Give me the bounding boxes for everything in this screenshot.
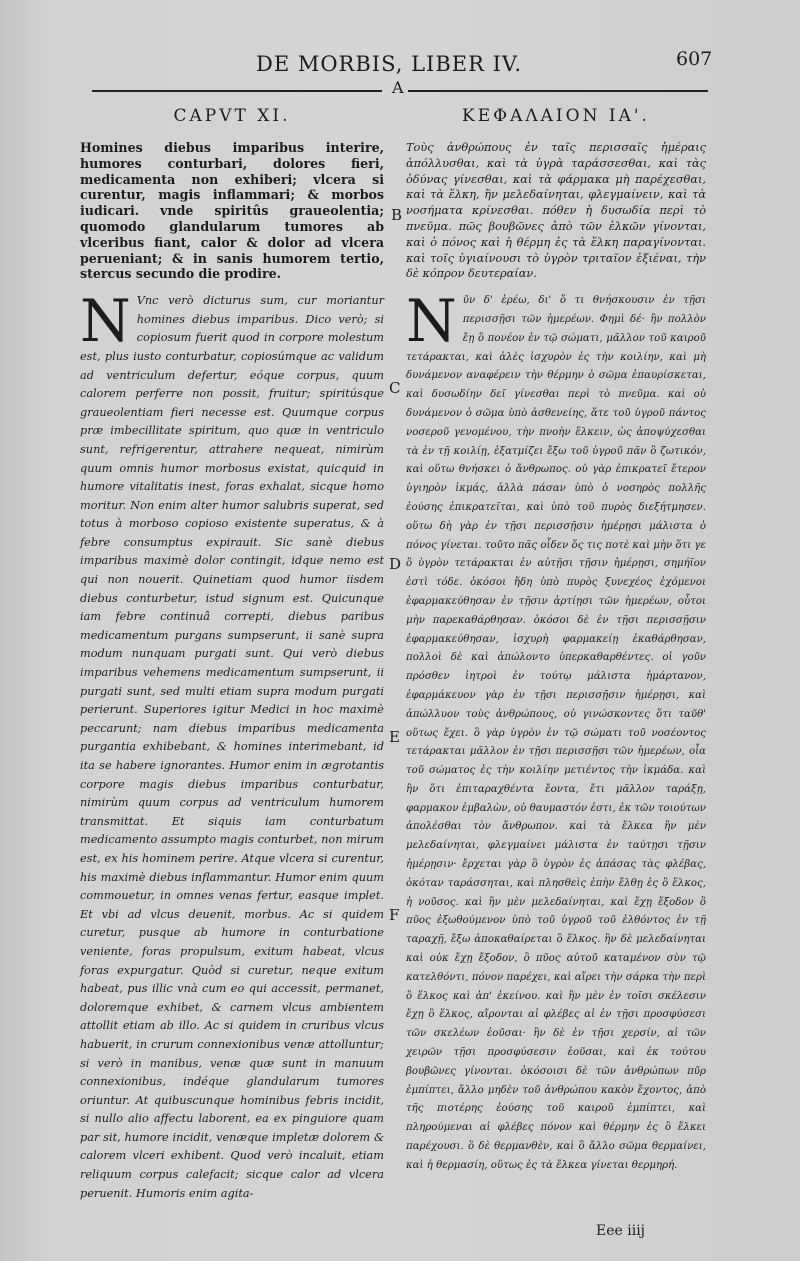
margin-letter-c: C [389, 379, 401, 397]
running-head: DE MORBIS, LIBER IV. [256, 52, 523, 76]
section-marker-a: A [392, 78, 404, 97]
greek-column [406, 100, 706, 1176]
header-rule-left [92, 90, 382, 92]
chapter-title-greek: ΚΕΦΑΛΑΙΟΝ ΙΑ'. [462, 106, 650, 126]
chapter-summary-greek: Τοὺς ἀνθρώπους ἐν ταῖς περισσαῖς ἡμέραις ἀπόλλυσθαι, καὶ τὰ ὑγρὰ ταράσσεσθαι, καὶ τὰς ὀδύνας γίνεσθαι, καὶ τὰ φάρμακα μὴ παρέχεσθαι, καὶ τὰ ἕλκη, ἢν μελεδαίνηται, φλεγμαίνειν, καὶ τὰ νοσήματα κρίνεσθαι. πόθεν ἡ δυσωδία περὶ τὸ πνεῦμα. πῶς βουβῶνες ἀπὸ τῶν ἑλκῶν γίνονται, καὶ ὁ πόνος καὶ ἡ θέρμη ἐς τὰ ἕλκη παραγίνονται. καὶ τοῖς ὑγιαίνουσι τὸ ὑγρὸν τριταῖον ἐξιέναι, τὴν δὲ κόπρον δευτεραίαν. [406, 141, 706, 281]
latin-column [80, 100, 384, 1203]
drop-cap-latin: N [80, 287, 131, 356]
margin-letter-b: B [391, 206, 403, 224]
header-rule-right [408, 90, 708, 92]
signature-mark: Eee iiij [596, 1223, 646, 1239]
chapter-title-latin: CAPVT XI. [173, 106, 291, 126]
margin-letter-f: F [389, 906, 400, 924]
page-number: 607 [676, 48, 713, 70]
margin-letter-d: D [389, 555, 402, 573]
chapter-summary-latin: Homines diebus imparibus interire, humores conturbari, dolores fieri, medicamenta non exhiberi; vlcera si curentur, magis inflammari; & morbos iudicari. vnde spiritûs graueolentia; quomodo glandularum tumores ab vlceribus fiant, calor & dolor ad vlcera perueniant; & in sanis humorem tertio, stercus secundo die prodire. [80, 140, 384, 282]
chapter-body-latin [80, 287, 384, 1203]
chapter-body-greek [406, 287, 706, 1175]
body-text-latin: Vnc verò dicturus sum, cur moriantur homines diebus imparibus. Dico verò; si copiosum fuerit quod in corpore molestum est, plus iusto conturbatur, copiosúmque ac validum ad ventriculum defertur, eóque corpus, quum calorem perferre non possit, fruitur; spiritúsque graueolentiam fieri necesse est. Quumque corpus præ imbecillitate spiritum, quo quæ in ventriculo sunt, refrigerentur, attrahere nequeat, nimirùm quum omnis humor morbosus existat, quicquid in humore vitalitatis inest, foras exhalat, sicque homo moritur. Non enim alter humor salubris superat, sed totus à morboso copioso existente superatus, & à febre consumptus expirauit. Sic sanè diebus imparibus maximè dolor contingit, idque nemo est qui non nouerit. Quinetiam quod humor iisdem diebus conturbetur, istud signum est. Quicunque iam febre continuâ correpti, diebus paribus medicamentum purgans sumpserunt, ii sanè supra modum nunquam purgati sunt. Qui verò diebus imparibus vehemens medicamentum sumpserunt, ii purgati sunt, sed multi etiam supra modum purgati perierunt. Superiores igitur Medici in hoc maximè peccarunt; nam diebus imparibus medicamenta purgantia exhibebant, & homines interimebant, id ita se habere ignorantes. Humor enim in ægrotantis corpore magis diebus imparibus conturbatur, nimirùm quum corpus ad ventriculum humorem transmittat. Et siquis iam conturbatum medicamento assumpto magis conturbet, non mirum est, ex his hominem perire. Atque vlcera si curentur, his maximè diebus inflammantur. Humor enim quum commouetur, in omnes venas fertur, easque implet. Et vbi ad vlcus deuenit, morbus. Ac si quidem curetur, pusque ab humore in conturbatione veniente, foras propulsum, exitum habeat, vlcus foras expurgatur. Quòd si curetur, neque exitum habeat, pus illic vnà cum eo qui accessit, permanet, doloremque exhibet, & carnem vlcus ambientem attollit etiam ab illo. Ac si quidem in cruribus vlcus habuerit, in crurum connexionibus venæ attolluntur; si verò in manibus, venæ quæ sunt in manuum connexionibus, indéque glandularum tumores oriuntur. At quibuscunque hominibus febris incidit, si nullo alio affectu laborent, ea ex pinguiore quam par sit, humore incidit, venæque impletæ dolorem & calorem vlceri exhibent. Quod verò incaluit, etiam reliquum corpus calefacit; sicque calor ad vlcera peruenit. Humoris enim agita- [80, 294, 384, 1200]
body-text-greek: ῦν δ' ἐρέω, δι' ὅ τι θνήσκουσιν ἐν τῇσι περισσῇσι τῶν ἡμερέων. Φημὶ δέ· ἢν πολλὸν ἔῃ ὃ πονέον ἐν τῷ σώματι, μᾶλλον τοῦ καιροῦ τετάρακται, καὶ ἁλὲς ἰσχυρὸν ἐς τὴν κοιλίην, καὶ μὴ δυνάμενον αναφέρειν τὴν θέρμην ὁ σῶμα ἐπαυρίσκεται, καὶ δυσωδίην δεῖ γίνεσθαι περὶ τὸ πνεῦμα. καὶ οὐ δυνάμενον ὁ σῶμα ὑπὸ ἀσθενείης, ἅτε τοῦ ὑγροῦ πάντος νοσεροῦ γενομένου, τὴν πνοὴν ἕλκειν, ὡς ἀποψύχεσθαι τὰ ἐν τῇ κοιλίῃ, ἐξατμίζει ἔξω τοῦ ὑγροῦ πᾶν ὃ ζωτικόν, καὶ οὕτω θνήσκει ὁ ἄνθρωπος. οὐ γὰρ ἐπικρατεῖ ἕτερον ὑγιηρὸν ἰκμάς, ἀλλὰ πάσαν ὑπὸ ὁ νοσηρὸς πολλῆς ἐούσης ἐπικρατεῖται, καὶ ὑπὸ τοῦ πυρὸς διεξήτμησεν. οὕτω δὴ γὰρ ἐν τῇσι περισσῇσιν ἡμέρῃσι μάλιστα ὁ πόνος γίνεται. τοῦτο πᾶς οἶδεν ὅς τις ποτὲ καὶ μὴν ὅτι γε ὃ ὑγρὸν τετάρακται ἐν αὐτῇσι τῇσιν ἡμέρῃσι, σημήϊον ἐστὶ τόδε. ὁκόσοι ἤδη ὑπὸ πυρὸς ξυνεχέος ἐχόμενοι ἐφαρμακεύθησαν ἐν τῇσιν ἀρτίῃσι τῶν ἡμερέων, οὗτοι μὴν παρεκαθάρθησαν. ὁκόσοι δὲ ἐν τῇσι περισσῇσιν ἐφαρμακεύθησαν, ἰσχυρὴ φαρμακείῃ ἐκαθάρθησαν, πολλοὶ δὲ καὶ ἀπώλοντο ὑπερκαθαρθέντες. οἱ γοῦν πρόσθεν ἰητροὶ ἐν τούτῳ μάλιστα ἡμάρτανον, ἐφαρμάκευον γὰρ ἐν τῇσι περισσῇσιν ἡμέρῃσι, καὶ ἀπώλλυον τοὺς ἀνθρώπους, οὐ γινώσκοντες ὅτι ταῦθ' οὕτως ἔχει. ὃ γὰρ ὑγρὸν ἐν τῷ σώματι τοῦ νοσέοντος τετάρακται μᾶλλον ἐν τῇσι περισσῇσι τῶν ἡμερέων, οἷα τοῦ σώματος ἐς τὴν κοιλίην μετιέντος τὴν ἰκμάδα. καὶ ἢν ὅτι ἐπιταραχθέντα ἔοντα, ἔτι μᾶλλον ταράξῃ, φαρμακον ἐμβαλὼν, οὐ θαυμαστόν ἐστι, ἐκ τῶν τοιούτων ἀπολέσθαι τὸν ἄνθρωπον. καὶ τὰ ἕλκεα ἢν μὲν μελεδαίνηται, φλεγμαίνει μάλιστα ἐν ταύτῃσι τῇσιν ἡμέρῃσιν· ἔρχεται γὰρ ὃ ὑγρὸν ἐς ἁπάσας τὰς φλέβας, ὁκόταν ταράσσηται, καὶ πλησθεὶς ἐπὴν ἔλθῃ ἐς ὃ ἕλκος, ἡ νοῦσος. καὶ ἢν μὲν μελεδαίνηται, καὶ ἔχῃ ἔξοδον ὃ πῦος ἐξωθούμενον ὑπὸ τοῦ ὑγροῦ τοῦ ἐλθόντος ἐν τῇ ταραχῇ, ἔξω ἀποκαθαίρεται ὃ ἕλκος. ἢν δὲ μελεδαίνηται καὶ οὐκ ἔχῃ ἔξοδον, ὃ πῦος αὐτοῦ καταμένον σὺν τῷ κατελθόντι, πόνον παρέχει, καὶ αἴρει τὴν σάρκα τὴν περὶ ὃ ἕλκος καὶ ἀπ' ἐκείνου. καὶ ἢν μὲν ἐν τοῖσι σκέλεσιν ἔχῃ ὃ ἕλκος, αἴρονται αἱ φλέβες αἱ ἐν τῇσι προσφύσεσι τῶν σκελέων ἐοῦσαι· ἢν δὲ ἐν τῇσι χερσίν, αἱ τῶν χειρῶν τῇσι προσφύσεσιν ἐοῦσαι, καὶ ἐκ τούτου βουβῶνες γίνονται. ὁκόσοισι δὲ τῶν ἀνθρώπων πῦρ ἐμπίπτει, ἄλλο μηδὲν τοῦ ἀνθρώπου κακὸν ἔχοντος, ἀπὸ τῆς πιοτέρης ἐούσης τοῦ καιροῦ ἐμπίπτει, καὶ πληρούμεναι αἱ φλέβες πόνον καὶ θέρμην ἐς ὃ ἕλκει παρέχουσι. ὃ δὲ θερμανθὲν, καὶ ὃ ἄλλο σῶμα θερμαίνει, καὶ ἡ θερμασίη, οὕτως ἐς τὰ ἕλκεα γίνεται θερμηρή. [406, 295, 706, 1171]
drop-cap-greek: Ν [406, 287, 457, 356]
margin-letter-e: E [389, 728, 400, 746]
